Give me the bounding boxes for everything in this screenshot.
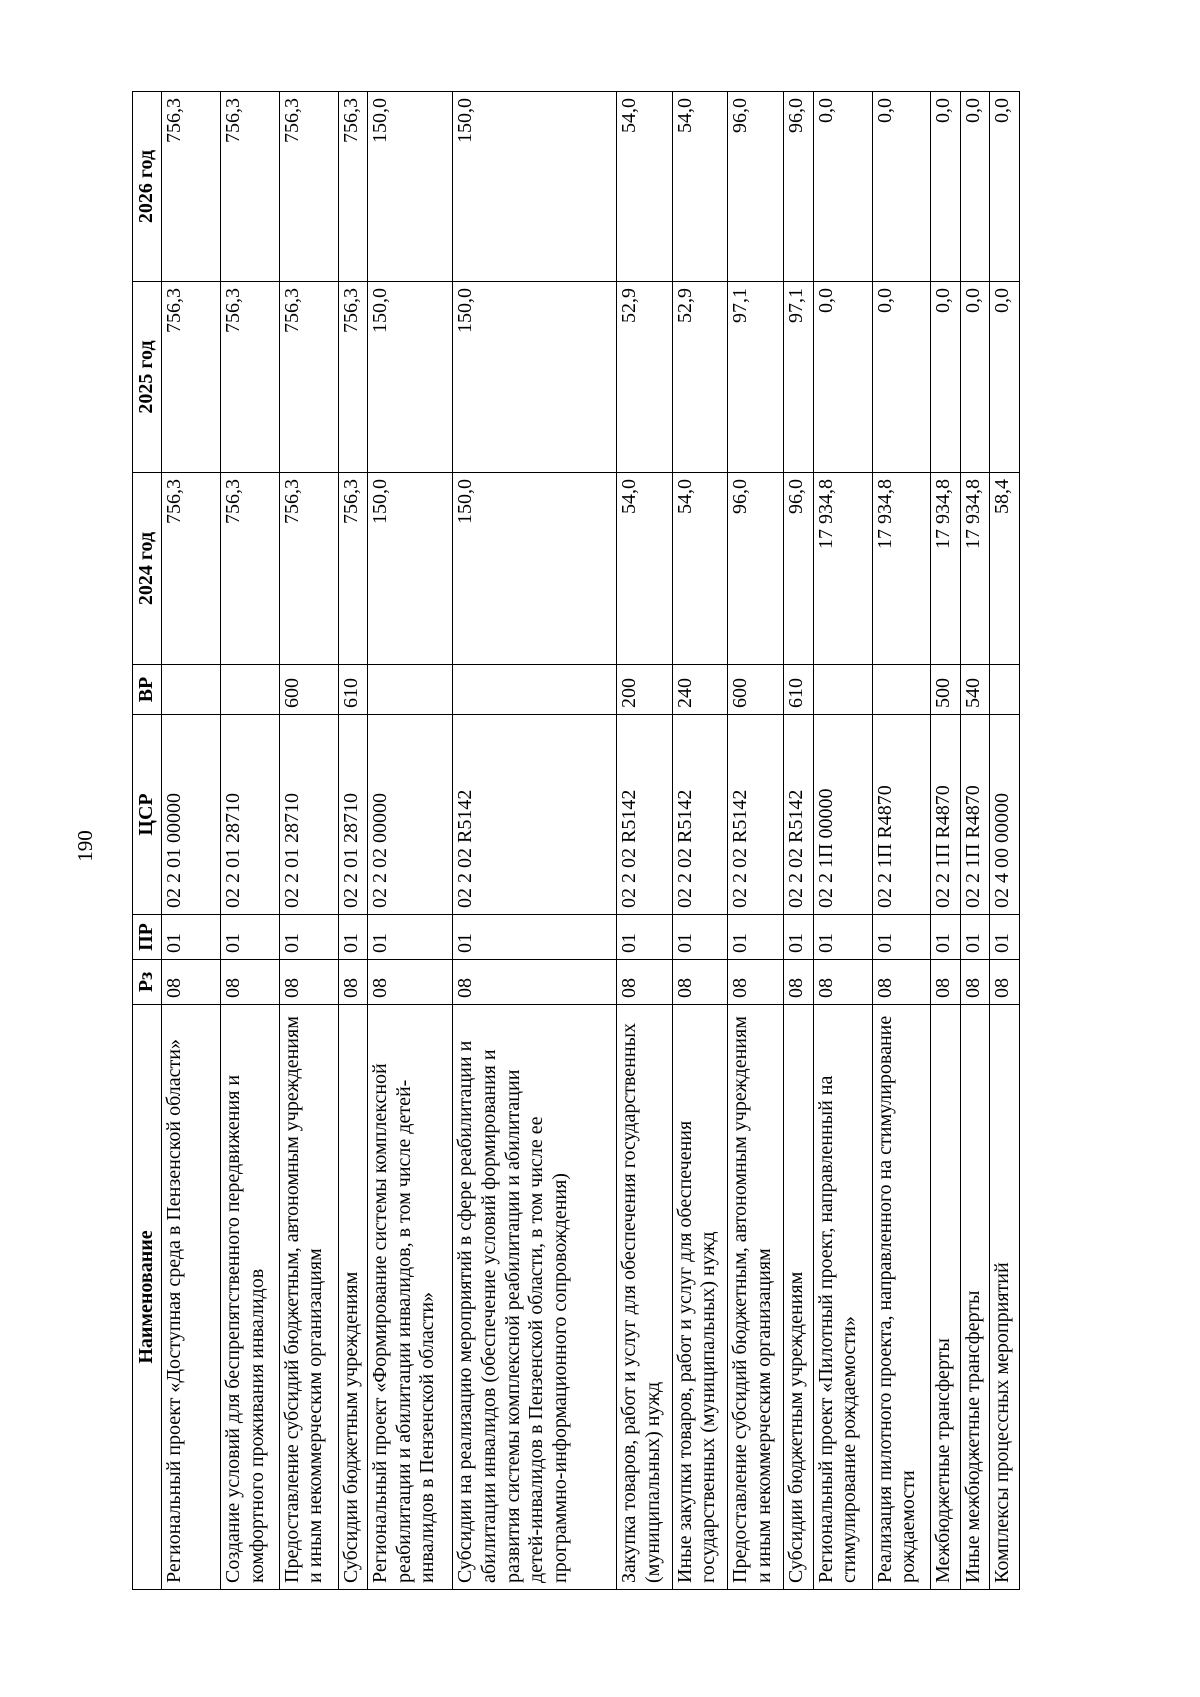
cell-name: Предоставление субсидий бюджетным, автономным учреждениям и иным некоммерческим организациям: [279, 1005, 338, 1590]
cell-2024: 150,0: [453, 473, 617, 665]
cell-2026: 96,0: [728, 92, 784, 282]
cell-vr: 610: [784, 665, 813, 715]
cell-vr: [453, 665, 617, 715]
table-row: [162, 92, 221, 1590]
cell-pr: 01: [368, 915, 453, 960]
table-row: [220, 92, 279, 1590]
header-name: Наименование: [133, 1005, 162, 1590]
cell-2025: 756,3: [279, 282, 338, 473]
table-row: [338, 92, 367, 1590]
cell-2026: 54,0: [672, 92, 728, 282]
cell-pr: 01: [960, 915, 989, 960]
cell-pr: 01: [338, 915, 367, 960]
table-row: [453, 92, 617, 1590]
cell-2024: 54,0: [672, 473, 728, 665]
cell-2026: 0,0: [872, 92, 931, 282]
cell-2026: 756,3: [338, 92, 367, 282]
cell-vr: [220, 665, 279, 715]
header-row: [133, 92, 162, 1590]
cell-2024: 756,3: [162, 473, 221, 665]
cell-csr: 02 2 02 R5142: [672, 715, 728, 915]
cell-2025: 0,0: [990, 282, 1020, 473]
header-2026: 2026 год: [133, 92, 162, 282]
cell-2026: 54,0: [617, 92, 673, 282]
table-row: [279, 92, 338, 1590]
cell-pr: 01: [931, 915, 960, 960]
cell-2025: 756,3: [220, 282, 279, 473]
cell-rz: 08: [990, 960, 1020, 1005]
cell-vr: [872, 665, 931, 715]
cell-csr: 02 2 02 R5142: [728, 715, 784, 915]
cell-rz: 08: [368, 960, 453, 1005]
cell-csr: 02 4 00 00000: [990, 715, 1020, 915]
cell-vr: 600: [728, 665, 784, 715]
cell-2024: 17 934,8: [931, 473, 960, 665]
table-row: [672, 92, 728, 1590]
header-rz: Рз: [133, 960, 162, 1005]
cell-name: Иные закупки товаров, работ и услуг для обеспечения государственных (муниципальных) нужд: [672, 1005, 728, 1590]
cell-rz: 08: [617, 960, 673, 1005]
cell-rz: 08: [338, 960, 367, 1005]
cell-2025: 0,0: [931, 282, 960, 473]
cell-csr: 02 2 1П 00000: [813, 715, 872, 915]
cell-2025: 52,9: [672, 282, 728, 473]
cell-pr: 01: [279, 915, 338, 960]
cell-pr: 01: [990, 915, 1020, 960]
cell-rz: 08: [672, 960, 728, 1005]
cell-rz: 08: [813, 960, 872, 1005]
cell-vr: 200: [617, 665, 673, 715]
cell-name: Иные межбюджетные трансферты: [960, 1005, 989, 1590]
cell-vr: [813, 665, 872, 715]
cell-2024: 96,0: [784, 473, 813, 665]
cell-2024: 17 934,8: [872, 473, 931, 665]
budget-table: [132, 91, 1020, 1590]
cell-2025: 97,1: [784, 282, 813, 473]
cell-csr: 02 2 02 00000: [368, 715, 453, 915]
cell-vr: [368, 665, 453, 715]
cell-name: Региональный проект «Пилотный проект, направленный на стимулирование рождаемости»: [813, 1005, 872, 1590]
cell-2025: 756,3: [338, 282, 367, 473]
cell-2026: 150,0: [368, 92, 453, 282]
header-2024: 2024 год: [133, 473, 162, 665]
cell-2025: 0,0: [960, 282, 989, 473]
cell-rz: 08: [931, 960, 960, 1005]
cell-rz: 08: [728, 960, 784, 1005]
cell-csr: 02 2 01 00000: [162, 715, 221, 915]
cell-name: Субсидии на реализацию мероприятий в сфере реабилитации и абилитации инвалидов (обеспечение условий формирования и развития системы комплексной реабилитации и абилитации детей-инвалидов в Пензенской области, в том числе ее программно-информационного сопровождения): [453, 1005, 617, 1590]
rotated-table-wrapper: [132, 92, 1020, 1590]
cell-rz: 08: [453, 960, 617, 1005]
cell-2024: 58,4: [990, 473, 1020, 665]
cell-rz: 08: [784, 960, 813, 1005]
cell-2025: 0,0: [813, 282, 872, 473]
cell-2024: 150,0: [368, 473, 453, 665]
cell-pr: 01: [813, 915, 872, 960]
table-row: [990, 92, 1020, 1590]
header-pr: ПР: [133, 915, 162, 960]
cell-rz: 08: [279, 960, 338, 1005]
table-row: [368, 92, 453, 1590]
table-row: [931, 92, 960, 1590]
cell-2024: 54,0: [617, 473, 673, 665]
cell-vr: [990, 665, 1020, 715]
cell-name: Создание условий для беспрепятственного передвижения и комфортного проживания инвалидов: [220, 1005, 279, 1590]
header-csr: ЦСР: [133, 715, 162, 915]
cell-2024: 756,3: [220, 473, 279, 665]
cell-name: Региональный проект «Формирование системы комплексной реабилитации и абилитации инвалидов, в том числе детей-инвалидов в Пензенской области»: [368, 1005, 453, 1590]
cell-pr: 01: [220, 915, 279, 960]
cell-name: Субсидии бюджетным учреждениям: [338, 1005, 367, 1590]
cell-csr: 02 2 01 28710: [220, 715, 279, 915]
cell-2026: 150,0: [453, 92, 617, 282]
cell-2024: 17 934,8: [960, 473, 989, 665]
cell-csr: 02 2 01 28710: [279, 715, 338, 915]
cell-2025: 756,3: [162, 282, 221, 473]
cell-rz: 08: [960, 960, 989, 1005]
cell-pr: 01: [453, 915, 617, 960]
cell-2026: 756,3: [220, 92, 279, 282]
cell-2025: 52,9: [617, 282, 673, 473]
cell-rz: 08: [220, 960, 279, 1005]
cell-vr: 500: [931, 665, 960, 715]
table-row: [728, 92, 784, 1590]
cell-2024: 96,0: [728, 473, 784, 665]
cell-name: Реализация пилотного проекта, направленного на стимулирование рождаемости: [872, 1005, 931, 1590]
cell-vr: 610: [338, 665, 367, 715]
cell-pr: 01: [784, 915, 813, 960]
cell-2024: 756,3: [279, 473, 338, 665]
cell-2025: 150,0: [368, 282, 453, 473]
cell-csr: 02 2 01 28710: [338, 715, 367, 915]
cell-name: Предоставление субсидий бюджетным, автономным учреждениям и иным некоммерческим организациям: [728, 1005, 784, 1590]
cell-csr: 02 2 1П R4870: [960, 715, 989, 915]
cell-csr: 02 2 1П R4870: [872, 715, 931, 915]
cell-2026: 0,0: [813, 92, 872, 282]
header-2025: 2025 год: [133, 282, 162, 473]
cell-2026: 0,0: [990, 92, 1020, 282]
cell-2026: 0,0: [960, 92, 989, 282]
cell-pr: 01: [672, 915, 728, 960]
cell-csr: 02 2 1П R4870: [931, 715, 960, 915]
cell-name: Региональный проект «Доступная среда в Пензенской области»: [162, 1005, 221, 1590]
cell-vr: 600: [279, 665, 338, 715]
cell-2026: 756,3: [279, 92, 338, 282]
cell-2024: 756,3: [338, 473, 367, 665]
header-vr: ВР: [133, 665, 162, 715]
cell-2026: 96,0: [784, 92, 813, 282]
cell-2024: 17 934,8: [813, 473, 872, 665]
cell-rz: 08: [872, 960, 931, 1005]
page-number: 190: [73, 830, 97, 862]
cell-2025: 0,0: [872, 282, 931, 473]
cell-2025: 97,1: [728, 282, 784, 473]
cell-2026: 756,3: [162, 92, 221, 282]
cell-csr: 02 2 02 R5142: [617, 715, 673, 915]
cell-name: Комплексы процессных мероприятий: [990, 1005, 1020, 1590]
cell-pr: 01: [728, 915, 784, 960]
table-row: [960, 92, 989, 1590]
table-row: [784, 92, 813, 1590]
cell-csr: 02 2 02 R5142: [453, 715, 617, 915]
cell-vr: 240: [672, 665, 728, 715]
cell-pr: 01: [162, 915, 221, 960]
cell-vr: 540: [960, 665, 989, 715]
cell-vr: [162, 665, 221, 715]
cell-pr: 01: [872, 915, 931, 960]
cell-2025: 150,0: [453, 282, 617, 473]
cell-name: Субсидии бюджетным учреждениям: [784, 1005, 813, 1590]
table-row: [617, 92, 673, 1590]
table-row: [813, 92, 872, 1590]
cell-rz: 08: [162, 960, 221, 1005]
cell-2026: 0,0: [931, 92, 960, 282]
cell-name: Межбюджетные трансферты: [931, 1005, 960, 1590]
table-row: [872, 92, 931, 1590]
cell-csr: 02 2 02 R5142: [784, 715, 813, 915]
cell-name: Закупка товаров, работ и услуг для обеспечения государственных (муниципальных) нужд: [617, 1005, 673, 1590]
cell-pr: 01: [617, 915, 673, 960]
